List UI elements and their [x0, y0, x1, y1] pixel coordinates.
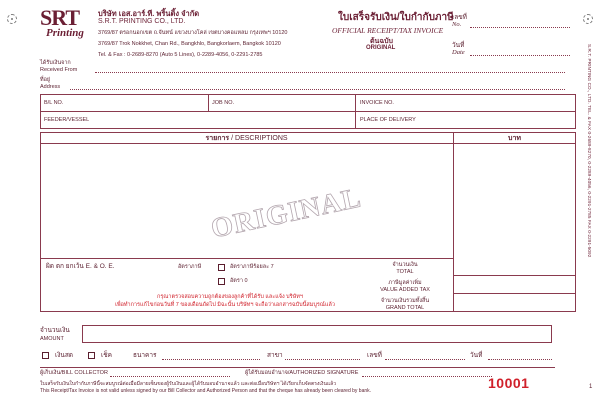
notice-line-1: กรุณาตรวจสอบความถูกต้องของลูกค้าที่ได้รับ และแจ้ง บริษัทฯ: [157, 294, 303, 300]
address-label-th: ที่อยู่: [40, 77, 51, 83]
number-line[interactable]: [385, 359, 465, 360]
invoice-no-label: INVOICE NO.: [360, 100, 394, 106]
company-address-th: 3769/87 ตรอกนอกเขต ถ.จันทน์ แขวงบางโคล่ เขตบางคอแหลม กรุงเทพฯ 10120: [98, 30, 288, 36]
tax-rate-label: อัตราภาษี: [178, 264, 202, 270]
address-label-en: Address: [40, 84, 61, 90]
bl-no-label: B/L NO.: [44, 100, 64, 106]
cheque-checkbox[interactable]: [88, 352, 95, 359]
bill-collector-label: ผู้เก็บเงิน/BILL COLLECTOR: [40, 370, 108, 376]
pay-date-line[interactable]: [488, 359, 552, 360]
authorized-signature-label: ผู้ได้รับมอบอำนาจ/AUTHORIZED SIGNATURE: [245, 370, 359, 376]
tax-7-checkbox[interactable]: [218, 264, 225, 271]
branch-label: สาขา: [267, 352, 283, 359]
amount-box[interactable]: [82, 325, 552, 343]
collector-line[interactable]: [110, 376, 230, 377]
received-line: [95, 72, 565, 73]
doc-copy-th: ต้นฉบับ: [370, 38, 393, 45]
doc-copy-en: ORIGINAL: [366, 45, 396, 51]
company-name-th: บริษัท เอส.อาร์.ที. พริ้นติ้ง จำกัด: [98, 9, 200, 18]
received-label-th: ได้รับเงินจาก: [40, 60, 71, 66]
company-address-en: 3769/87 Trok Nokkhet, Chan Rd., Bangkhlo, Bangkorlaem, Bangkok 10120: [98, 41, 281, 47]
cash-checkbox[interactable]: [42, 352, 49, 359]
grand-th: จำนวนเงินรวมทั้งสิ้น: [380, 298, 430, 304]
grand-en: GRAND TOTAL: [385, 305, 425, 311]
company-contact: Tel. & Fax : 0-2689-8270 (Auto 5 Lines), 0-2289-4056, 0-2291-2785: [98, 52, 263, 58]
desc-header: [40, 133, 453, 144]
doc-no-line: [470, 27, 570, 28]
notice-line-2: เพื่อทำการแก้ไขก่อนวันที่ 7 ของเดือนถัดไป มิฉะนั้น บริษัทฯ จะถือว่าเอกสารฉบับนี้สมบูรณ์แล้ว: [115, 302, 335, 308]
job-no-label: JOB NO.: [212, 100, 235, 106]
doc-title-en: OFFICIAL RECEIPT/TAX INVOICE: [332, 26, 444, 35]
doc-date-th: วันที่: [452, 42, 465, 49]
tax-7-label: อัตราภาษีร้อยละ 7: [230, 264, 274, 270]
amount-label-en: AMOUNT: [40, 336, 64, 342]
side-company-text: S.R.T. PRINTING CO., LTD. TEL. & FAX 0-2689-8270, 0-2289-4056, 0-2291-2785 FAX 0-2291-5092: [587, 44, 592, 258]
punch-hole-right: [583, 14, 593, 24]
total-th: จำนวนเงิน: [392, 262, 418, 268]
bank-line[interactable]: [162, 359, 260, 360]
logo-bottom: Printing: [46, 27, 84, 39]
tax-0-label: อัตรา 0: [230, 278, 248, 284]
received-label-en: Received From: [40, 67, 78, 73]
amount-label-th: จำนวนเงิน: [40, 327, 70, 334]
authorized-line[interactable]: [362, 376, 492, 377]
total-en: TOTAL: [396, 269, 414, 275]
serial-number: 10001: [488, 375, 530, 391]
branch-line[interactable]: [285, 359, 360, 360]
disclaimer-th: ใบเสร็จรับเงินใบกำกับภาษีนี้จะสมบูรณ์ต่อเมื่อมีลายเซ็นของผู้รับเงินและผู้ได้รับมอบอำนาจแล้ว และต่อเมื่อบริษัทฯ ได้เรียกเก็บจัดตรงเงินแล้ว: [40, 381, 337, 387]
baht-header: บาท: [508, 135, 521, 142]
company-logo: [40, 5, 96, 44]
cheque-label: เช็ค: [101, 352, 112, 359]
pay-date-label: วันที่: [470, 352, 483, 359]
original-watermark: ORIGINAL: [208, 182, 365, 245]
place-label: PLACE OF DELIVERY: [360, 117, 416, 123]
bank-label: ธนาคาร: [133, 352, 157, 359]
punch-hole-left: [7, 14, 17, 24]
address-line: [70, 89, 565, 90]
vat-th: ภาษีมูลค่าเพิ่ม: [388, 280, 422, 286]
disclaimer-en: This Receipt/Tax Invoice is not valid unless signed by our Bill Collector and Authorized Person and that the cheque has already been cleared by bank.: [40, 388, 372, 394]
vat-en: VALUE ADDED TAX: [380, 287, 430, 293]
desc-header-th: รายการ: [205, 135, 230, 142]
doc-title-th: ใบเสร็จรับเงิน/ใบกำกับภาษี: [338, 12, 454, 23]
desc-header-en: / DESCRIPTIONS: [231, 135, 288, 142]
cash-label: เงินสด: [55, 352, 74, 359]
doc-no-en: No.: [452, 21, 462, 28]
logo-top: SRT: [40, 5, 80, 30]
number-label: เลขที่: [367, 352, 382, 359]
page-mark: 1: [589, 384, 593, 390]
tax-0-checkbox[interactable]: [218, 278, 225, 285]
eoe-text: ผิด ตก ยกเว้น E. & O. E.: [46, 263, 115, 270]
company-name-en: S.R.T. PRINTING CO., LTD.: [98, 18, 186, 25]
feeder-label: FEEDER/VESSEL: [44, 117, 90, 123]
doc-no-th: เลขที่: [452, 14, 467, 21]
doc-date-en: Date: [452, 49, 465, 56]
doc-date-line: [470, 55, 570, 56]
